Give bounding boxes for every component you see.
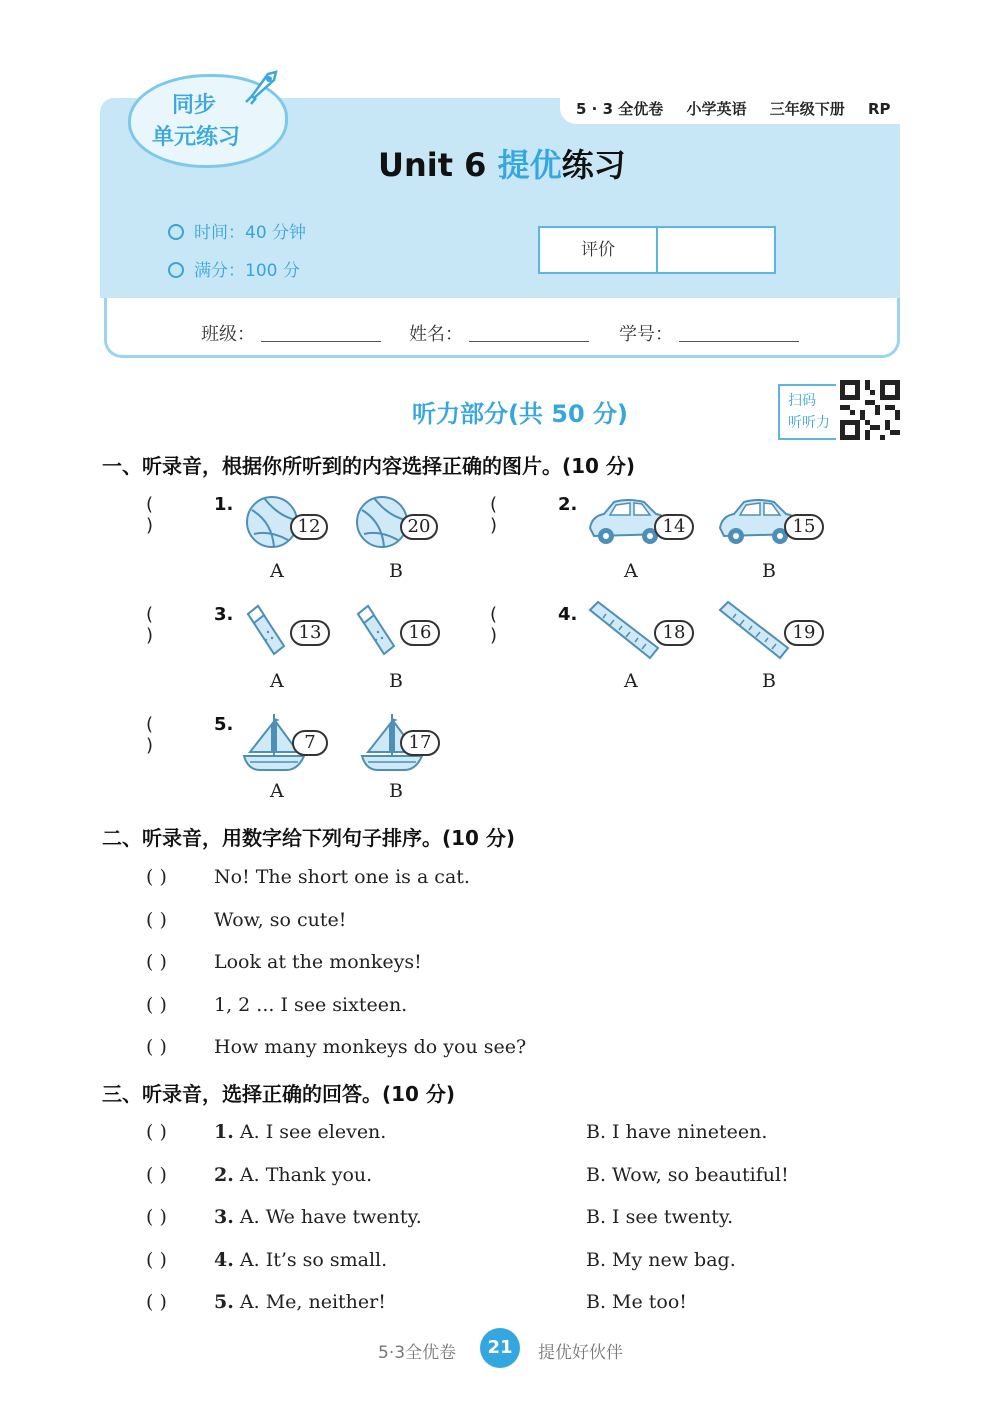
answer-blank[interactable]: ( ) [146,951,167,973]
edition-name: RP [867,100,891,118]
number-tag: 20 [400,514,438,540]
number-tag: 18 [654,620,694,646]
page-number: 21 [480,1328,520,1368]
option-b-label[interactable]: B [389,780,403,802]
question-number: 2. [214,1164,234,1186]
section3-heading: 三、听录音，选择正确的回答。(10 分) [102,1082,456,1106]
page-title [378,140,626,186]
grade-name: 三年级下册 [769,100,845,118]
answer-blank[interactable]: ( ) [146,1164,167,1186]
question-number: 2. [558,494,578,515]
option-b[interactable]: B. Me too! [586,1291,687,1313]
option-b-label[interactable]: B [389,670,403,692]
option-a[interactable]: A. Me, neither! [239,1291,386,1313]
option-a-label[interactable]: A [624,670,638,692]
question-number: 5. [214,714,234,735]
ordering-sentence [146,866,470,888]
question-number: 5. [214,1291,234,1313]
name-label: 姓名： [409,324,463,345]
number-tag: 13 [290,620,330,646]
ruler-icon [718,600,790,660]
subject-name: 小学英语 [686,100,747,118]
class-blank[interactable] [261,341,381,342]
answer-blank[interactable]: ( ) [490,604,498,646]
section1-heading: 一、听录音，根据你所听到的内容选择正确的图片。(10 分) [102,454,636,478]
eraser-icon [354,602,398,658]
footer-series: 5·3全优卷 [378,1343,457,1363]
number-tag: 14 [654,514,694,540]
clock-icon [168,224,184,240]
qr-code-icon[interactable] [840,380,900,440]
option-a-label[interactable]: A [270,670,284,692]
evaluation-box [538,226,776,274]
series-meta [576,98,909,119]
option-b-label[interactable]: B [762,560,776,582]
answer-blank[interactable]: ( ) [146,604,154,646]
eraser-icon [244,602,288,658]
answer-blank[interactable]: ( ) [146,866,167,888]
sentence-text: No! The short one is a cat. [214,866,470,888]
title-suffix: 练习 [561,146,626,184]
question-number: 3. [214,1206,234,1228]
class-label: 班级： [201,324,255,345]
answer-blank[interactable]: ( ) [146,994,167,1016]
sentence-text: Wow, so cute! [214,909,347,931]
student-info-box [104,298,900,358]
option-a[interactable]: A. We have twenty. [239,1206,422,1228]
question-number: 4. [214,1249,234,1271]
answer-blank[interactable]: ( ) [146,1036,167,1058]
sentence-text: 1, 2 ... I see sixteen. [214,994,408,1016]
number-tag: 16 [400,620,440,646]
question-number: 1. [214,1121,234,1143]
number-label: 学号： [619,324,673,345]
scan-label [778,384,836,440]
name-blank[interactable] [469,341,589,342]
evaluation-label: 评价 [540,228,658,272]
option-a-label[interactable]: A [270,780,284,802]
option-b[interactable]: B. I have nineteen. [586,1121,768,1143]
badge-line2: 单元练习 [152,125,241,150]
scan-line1: 扫码 [788,393,816,409]
number-blank[interactable] [679,341,799,342]
question-number: 4. [558,604,578,625]
option-a-label[interactable]: A [624,560,638,582]
class-field[interactable] [201,320,381,346]
page-footer [0,1328,1000,1368]
badge-line1: 同步 [172,93,217,118]
option-b[interactable]: B. Wow, so beautiful! [586,1164,789,1186]
number-tag: 15 [784,514,824,540]
qr-block[interactable] [778,380,902,442]
answer-blank[interactable]: ( ) [146,1249,167,1271]
option-a[interactable]: A. Thank you. [239,1164,373,1186]
ruler-icon [588,600,660,660]
number-tag: 12 [290,514,328,540]
option-a-label[interactable]: A [270,560,284,582]
answer-blank[interactable]: ( ) [146,1121,167,1143]
time-row [168,218,306,243]
option-b-label[interactable]: B [762,670,776,692]
question-number: 1. [214,494,234,515]
answer-blank[interactable]: ( ) [146,714,154,756]
title-highlight: 提优 [497,146,562,184]
score-row [168,256,300,281]
option-a[interactable]: A. It’s so small. [239,1249,388,1271]
scan-line2: 听听力 [788,415,830,431]
answer-blank[interactable]: ( ) [146,1206,167,1228]
ordering-sentence [146,951,422,973]
response-question [146,1121,386,1143]
section2-heading: 二、听录音，用数字给下列句子排序。(10 分) [102,826,516,850]
answer-blank[interactable]: ( ) [146,909,167,931]
question-number: 3. [214,604,234,625]
number-tag: 19 [784,620,824,646]
ordering-sentence [146,1036,526,1058]
ordering-sentence [146,909,346,931]
answer-blank[interactable]: ( ) [490,494,498,536]
answer-blank[interactable]: ( ) [146,494,154,536]
option-b[interactable]: B. My new bag. [586,1249,736,1271]
footer-slogan: 提优好伙伴 [538,1343,623,1363]
unit-badge [120,62,300,172]
response-question [146,1291,386,1313]
response-question [146,1249,387,1271]
listening-title: 听力部分(共 50 分) [411,400,629,428]
option-b-label[interactable]: B [389,560,403,582]
option-b[interactable]: B. I see twenty. [586,1206,734,1228]
response-question [146,1206,422,1228]
sentence-text: Look at the monkeys! [214,951,422,973]
response-question [146,1164,372,1186]
answer-blank[interactable]: ( ) [146,1291,167,1313]
number-tag: 17 [400,730,440,756]
number-tag: 7 [292,730,328,756]
time-label: 时间：40 分钟 [194,223,307,243]
title-prefix: Unit 6 [378,146,487,184]
ordering-sentence [146,994,407,1016]
check-icon [168,262,184,278]
option-a[interactable]: A. I see eleven. [239,1121,387,1143]
number-field[interactable] [619,320,799,346]
sentence-text: How many monkeys do you see? [214,1036,527,1058]
score-label: 满分：100 分 [194,261,300,281]
series-name: 5 · 3 全优卷 [576,100,664,118]
name-field[interactable] [409,320,589,346]
rocket-icon [242,66,282,106]
